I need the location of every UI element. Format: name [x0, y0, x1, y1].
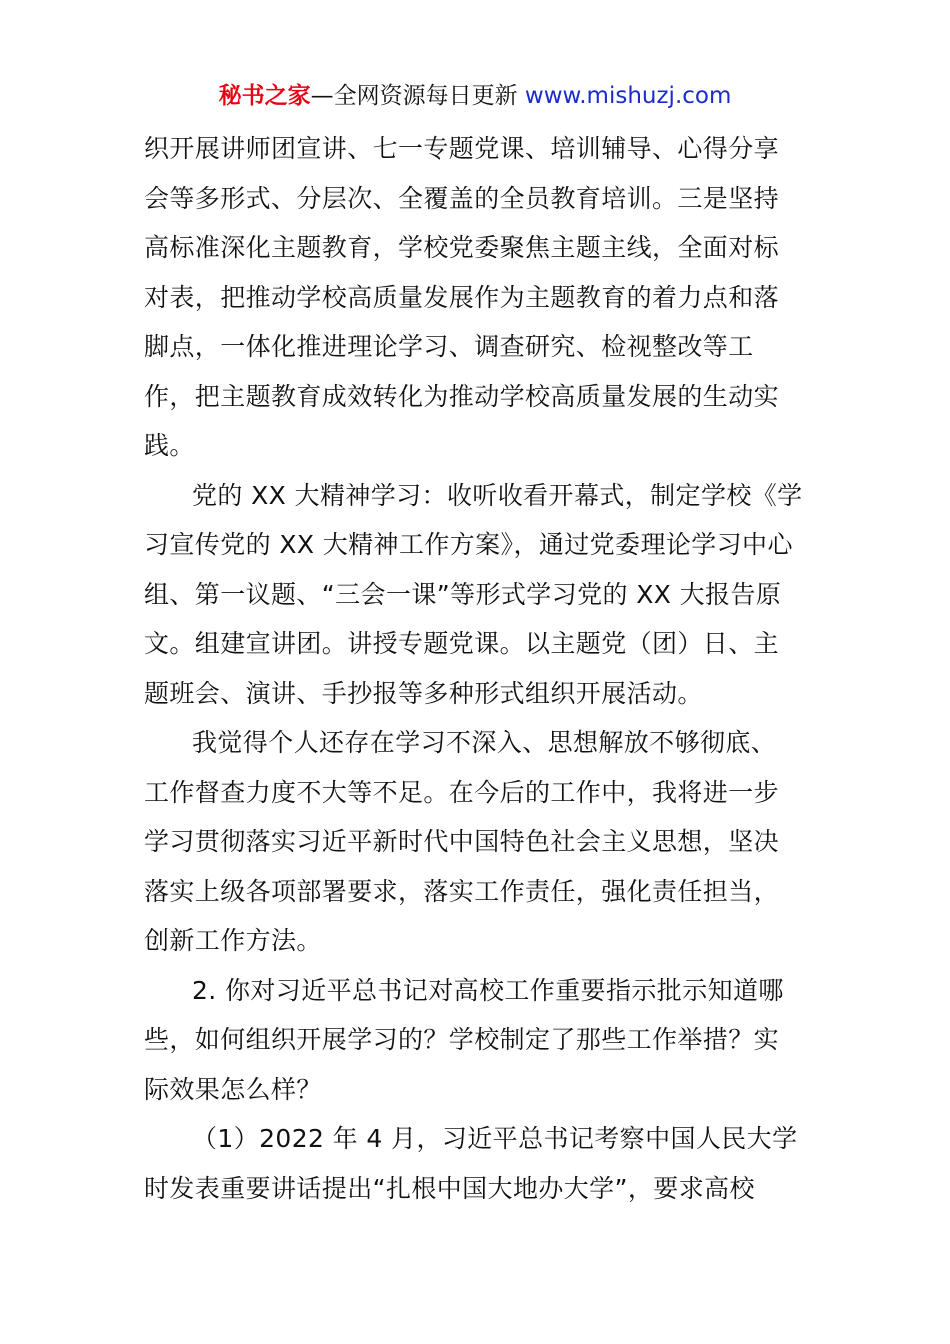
page-header	[0, 80, 950, 112]
text-line: 作，把主题教育成效转化为推动学校高质量发展的生动实	[144, 381, 780, 411]
paragraph-start-line: 我觉得个人还存在学习不深入、思想解放不够彻底、	[192, 728, 777, 757]
text-line: 对表，把推动学校高质量发展作为主题教育的着力点和落	[144, 282, 780, 312]
text-line: 践。	[144, 431, 195, 460]
text-line: 织开展讲师团宣讲、七一专题党课、培训辅导、心得分享	[144, 134, 780, 163]
brand-name: 秘书之家	[218, 83, 311, 109]
document-body	[144, 124, 810, 1213]
question-heading-line: 2. 你对习近平总书记对高校工作重要指示批示知道哪	[192, 975, 784, 1005]
text-line: 题班会、演讲、手抄报等多种形式组织开展活动。	[144, 678, 703, 708]
text-line: 组、第一议题、“三会一课”等形式学习党的 XX 大报告原	[144, 579, 782, 609]
text-line: 会等多形式、分层次、全覆盖的全员教育培训。三是坚持	[144, 183, 780, 213]
paragraph-start-line: （1）2022 年 4 月，习近平总书记考察中国人民大学	[192, 1124, 798, 1153]
text-line: 落实上级各项部署要求，落实工作责任，强化责任担当，	[144, 876, 780, 906]
text-line: 习宣传党的 XX 大精神工作方案》，通过党委理论学习中心	[144, 530, 793, 559]
text-line: 高标准深化主题教育，学校党委聚焦主题主线，全面对标	[144, 233, 780, 262]
text-line: 文。组建宣讲团。讲授专题党课。以主题党（团）日、主	[144, 629, 780, 658]
text-line: 际效果怎么样？	[144, 1074, 322, 1104]
text-line: 些，如何组织开展学习的？学校制定了那些工作举措？实	[144, 1025, 780, 1054]
text-line: 工作督查力度不大等不足。在今后的工作中，我将进一步	[144, 777, 780, 807]
site-url-link[interactable]: www.mishuzj.com	[524, 83, 732, 109]
text-line: 学习贯彻落实习近平新时代中国特色社会主义思想，坚决	[144, 827, 780, 856]
text-line: 脚点，一体化推进理论学习、调查研究、检视整改等工	[144, 332, 754, 361]
text-line: 时发表重要讲话提出“扎根中国大地办大学”，要求高校	[144, 1173, 755, 1203]
paragraph-start-line: 党的 XX 大精神学习：收听收看开幕式，制定学校《学	[192, 480, 803, 510]
header-tagline: —全网资源每日更新	[310, 83, 525, 109]
text-line: 创新工作方法。	[144, 926, 322, 955]
